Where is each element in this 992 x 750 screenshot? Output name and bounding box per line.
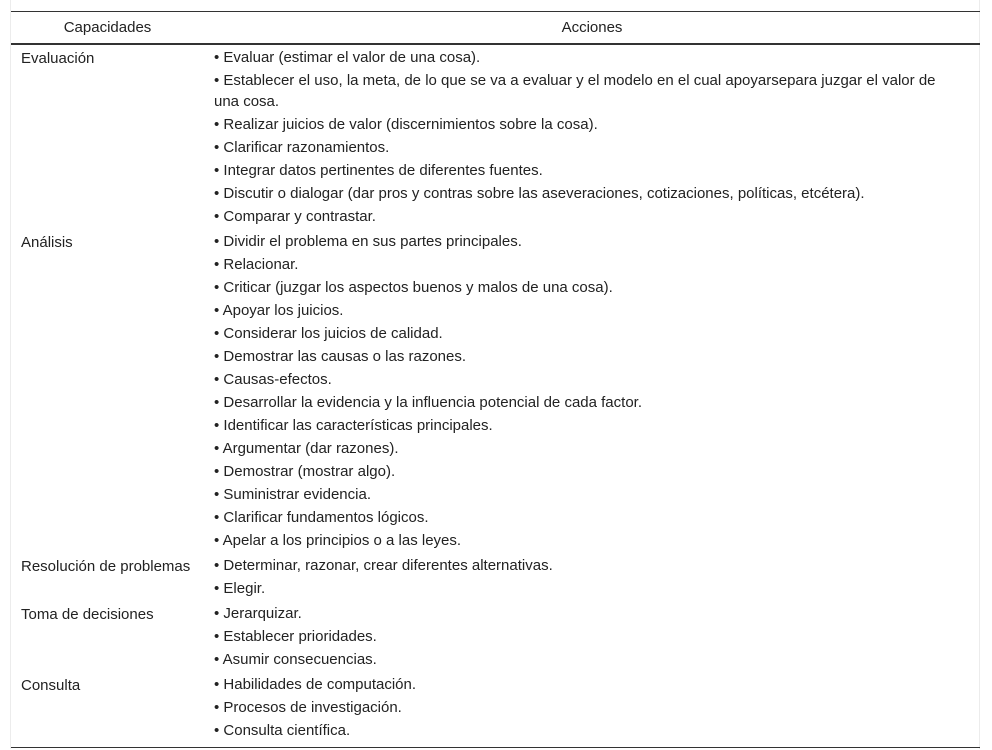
accion-item: • Clarificar fundamentos lógicos. xyxy=(214,509,429,526)
table-body xyxy=(11,44,980,748)
accion-item: • Clarificar razonamientos. xyxy=(214,139,390,156)
accion-item: • Argumentar (dar razones). xyxy=(214,440,399,457)
accion-item: • Discutir o dialogar (dar pros y contras sobre las aseveraciones, cotizaciones, políticas, etcétera). xyxy=(214,185,865,202)
accion-item: • Determinar, razonar, crear diferentes alternativas. xyxy=(214,557,553,574)
accion-item: • Suministrar evidencia. xyxy=(214,486,371,503)
accion-item: • Causas-efectos. xyxy=(214,371,332,388)
acciones-cell xyxy=(204,601,980,672)
accion-item: • Identificar las características principales. xyxy=(214,417,493,434)
capacidades-acciones-table xyxy=(11,11,980,748)
acciones-cell xyxy=(204,229,980,553)
accion-item: • Habilidades de computación. xyxy=(214,676,417,693)
accion-item: • Apelar a los principios o a las leyes. xyxy=(214,532,462,549)
accion-item: • Criticar (juzgar los aspectos buenos y malos de una cosa). xyxy=(214,279,613,296)
accion-item: • Procesos de investigación. xyxy=(214,699,402,716)
capacidad-cell: Análisis xyxy=(21,234,73,251)
acciones-cell xyxy=(204,553,980,601)
capacidad-cell: Toma de decisiones xyxy=(21,606,154,623)
accion-item: • Relacionar. xyxy=(214,256,299,273)
accion-item: • Comparar y contrastar. xyxy=(214,208,376,225)
table-header xyxy=(11,12,980,45)
accion-item: • Apoyar los juicios. xyxy=(214,302,344,319)
header-row xyxy=(11,12,980,45)
table-row xyxy=(11,672,980,748)
accion-item: • Establecer el uso, la meta, de lo que se va a evaluar y el modelo en el cual apoyarsepara juzgar el valor de una cosa. xyxy=(214,72,936,110)
header-acciones: Acciones xyxy=(204,12,980,45)
accion-item: • Demostrar las causas o las razones. xyxy=(214,348,467,365)
accion-item: • Jerarquizar. xyxy=(214,605,302,622)
table-row xyxy=(11,44,980,229)
accion-item: • Integrar datos pertinentes de diferentes fuentes. xyxy=(214,162,543,179)
capacidad-cell: Resolución de problemas xyxy=(21,558,191,575)
acciones-cell xyxy=(204,672,980,748)
header-capacidades: Capacidades xyxy=(11,12,204,45)
table-row xyxy=(11,601,980,672)
table-row xyxy=(11,229,980,553)
accion-item: • Elegir. xyxy=(214,580,266,597)
accion-item: • Dividir el problema en sus partes principales. xyxy=(214,233,522,250)
capacidad-cell: Evaluación xyxy=(21,50,95,67)
accion-item: • Establecer prioridades. xyxy=(214,628,377,645)
accion-item: • Asumir consecuencias. xyxy=(214,651,377,668)
accion-item: • Considerar los juicios de calidad. xyxy=(214,325,443,342)
accion-item: • Evaluar (estimar el valor de una cosa). xyxy=(214,49,481,66)
table-row xyxy=(11,553,980,601)
accion-item: • Demostrar (mostrar algo). xyxy=(214,463,396,480)
accion-item: • Desarrollar la evidencia y la influencia potencial de cada factor. xyxy=(214,394,642,411)
accion-item: • Realizar juicios de valor (discernimientos sobre la cosa). xyxy=(214,116,598,133)
capacidad-cell: Consulta xyxy=(11,672,204,748)
accion-item: • Consulta científica. xyxy=(214,722,351,739)
acciones-cell xyxy=(204,44,980,229)
